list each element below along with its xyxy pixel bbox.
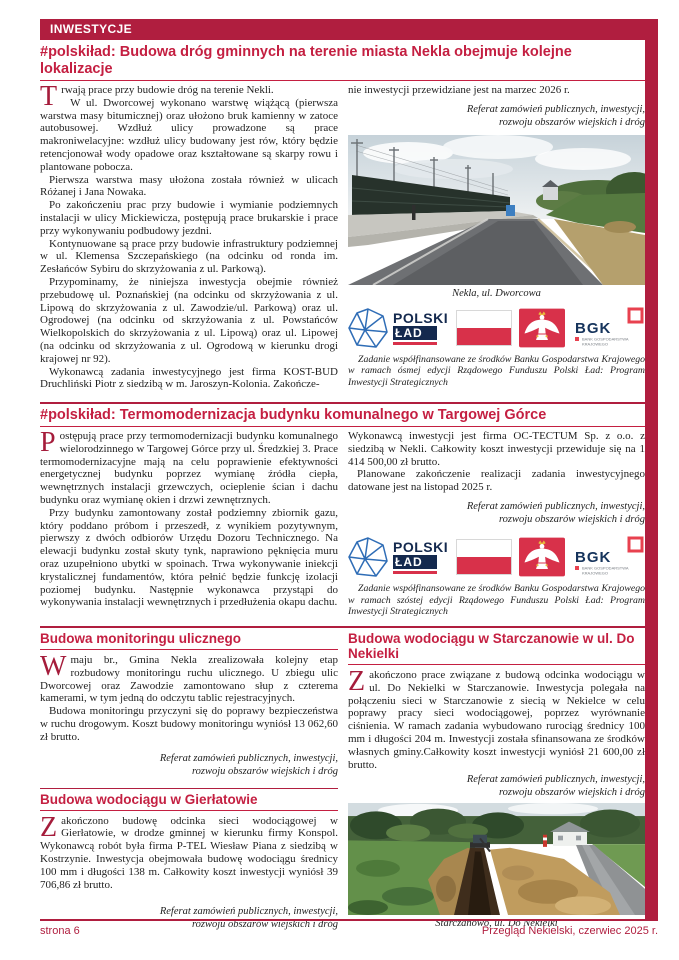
article-roads	[40, 84, 645, 400]
bgk-label: BGK	[575, 548, 612, 566]
right-frame-bar	[645, 19, 658, 921]
drop-cap: Z	[40, 811, 58, 843]
paragraph-list	[348, 666, 645, 771]
bgk-label: BGK	[575, 319, 612, 337]
paragraph: rozwoju obszarów wiejskich i dróg	[498, 513, 645, 525]
lad-flag-stripe	[393, 571, 437, 574]
page-number: strona 6	[40, 925, 80, 937]
section-banner: INWESTYCJE	[40, 19, 658, 40]
paragraph: rozwoju obszarów wiejskich i dróg	[191, 765, 338, 777]
paragraph: Wykonawcą zadania inwestycyjnego jest firma KOST-BUD Druchliński Piotr z siedzibą w m. Jaroszyn-Kolonia. Zakończe-	[40, 365, 338, 391]
paragraph: rozwoju obszarów wiejskich i dróg	[191, 919, 338, 931]
paragraph: ostępują prace przy termomodernizacji budynku komunalnego wielorodzinnego w Targowej Górce przy ul. Średzkiej 3. Prace termomodernizacyjne mają na celu poprawienie efektywności energetycznej budynku poprzez wymianę źródła ciepła, wewnętrznych instalacji grzewczych, ocieplenie ścian i dachu budynku oraz wymianę okien i drzwi zewnętrznych.	[40, 430, 338, 506]
bottom-left-column	[40, 631, 338, 931]
polski-lad-wordmark	[393, 311, 448, 345]
paragraph: Po zakończeniu prac przy budowie i wymianie podziemnych instalacji w ulicy Mickiewicza, postępują prace brukarskie i prace przy wykonywaniu podbudowy jezdni.	[40, 199, 338, 237]
publication-name: Przegląd Nekielski, czerwiec 2025 r.	[481, 925, 658, 937]
paragraph: Planowane zakończenie realizacji zadania inwestycyjnego datowane jest na listopad 2025 r.	[348, 468, 645, 494]
paragraph: Referat zamówień publicznych, inwestycji,	[159, 752, 338, 764]
paragraph: akończono budowę odcinka sieci wodociągowej w Gierłatowie, w drodze gminnej w kierunku firmy Konspol. Wykonawcą robót była firma P-TEL Wiesław Piana z siedzibą w Kostrzynie. Inwestycja obejmowała budowę wodociągu średnicy 100 mm i długości 138 m. Całkowity koszt inwestycji wyniósł 39 706,86 zł brutto.	[40, 814, 338, 891]
drop-cap: Z	[348, 666, 366, 697]
paragraph: Budowa monitoringu przyczyni się do poprawy bezpieczeństwa w ruchu drogowym. Koszt budowy monitoringu wyniósł 13 062,60 zł brutto.	[40, 705, 338, 743]
section-divider	[40, 626, 645, 628]
article-thermo-right-column	[348, 430, 645, 624]
lad-flag-stripe	[393, 342, 437, 345]
polski-label: POLSKI	[393, 309, 449, 326]
polski-lad-star-icon	[348, 537, 388, 577]
byline-credit	[348, 773, 645, 799]
drop-cap: T	[40, 84, 58, 112]
photo-starczanowo-trench	[348, 803, 645, 915]
paragraph: maju br., Gmina Nekla zrealizowała kolejny etap rozbudowy monitoringu ruchu ulicznego. U zbiegu ulic Dworcowej oraz Zawodzie zamontowano słup z czterema kamerami, w tym jedną do odczytu tablic rejestracyjnych.	[40, 654, 338, 705]
lad-label: ŁAD	[393, 326, 437, 340]
bgk-logo	[573, 307, 645, 349]
paragraph: Referat zamówień publicznych, inwestycji,	[466, 774, 645, 786]
funding-note: Zadanie współfinansowane ze środków Banku Gospodarstwa Krajowego w ramach ósmej edycji Rządowego Funduszu Polski Ład: Program Inwestycji Strategicznych	[348, 353, 645, 388]
polski-lad-star-icon	[348, 308, 388, 348]
paragraph: rozwoju obszarów wiejskich i dróg	[498, 116, 645, 128]
lad-label: ŁAD	[393, 555, 437, 569]
article-thermo-right-text	[348, 430, 645, 494]
paragraph: Referat zamówień publicznych, inwestycji,	[159, 906, 338, 918]
paragraph: rozwoju obszarów wiejskich i dróg	[498, 787, 645, 799]
drop-cap: W	[40, 651, 67, 682]
poland-flag-icon	[456, 539, 512, 575]
article-thermo-title: #polskiład: Termomodernizacja budynku komunalnego w Targowej Górce	[40, 407, 645, 427]
bgk-subtext-2: KRAJOWEGO	[582, 341, 609, 347]
article-monitoring-body	[40, 651, 338, 744]
polski-lad-wordmark	[393, 540, 448, 574]
polski-label: POLSKI	[393, 538, 449, 555]
article-roads-right-column	[348, 84, 645, 400]
article-monitoring-title: Budowa monitoringu ulicznego	[40, 631, 338, 650]
paragraph: Przypominamy, że niniejsza inwestycja obejmie również przebudowę ul. Poznańskiej (na odcinku od skrzyżowania z ul. Lipową do skrzyżowania z ul. Zawodzie/ul. Parkową) oraz ul. Ogrodowej (na odcinku od skrzyżowania z ul. Powstańców Wielkopolskich do skrzyżowania z ul. Lipową) oraz ul. Lipowej (na odcinku od skrzyżowania z ul. Ogrodową w kierunku drogi krajowej nr 92).	[40, 275, 338, 365]
bgk-subtext-1: BANK GOSPODARSTWA	[582, 336, 629, 342]
bgk-subtext-2: KRAJOWEGO	[582, 570, 609, 576]
polski-lad-logo	[348, 537, 448, 577]
poland-eagle-emblem-icon	[519, 537, 565, 577]
drop-cap: P	[40, 430, 56, 458]
poland-flag-icon	[456, 310, 512, 346]
byline-credit	[348, 103, 645, 129]
bgk-subtext-1: BANK GOSPODARSTWA	[582, 565, 629, 571]
paragraph: W ul. Dworcowej wykonano warstwę wiążącą (pierwsza warstwa masy bitumicznej) oraz ułożono bruk kamienny w zatoce autobusowej. Wzdłuż ulicy prowadzone są prace makroniwelacyjne: wzdłuż ulicy budowany jest rów, który będzie retencjonował wody opadowe oraz kształtowane są skarpy rowu i plantowane pobocza.	[40, 96, 338, 173]
paragraph: nie inwestycji przewidziane jest na marzec 2026 r.	[348, 84, 570, 96]
photo-caption: Nekla, ul. Dworcowa	[452, 287, 541, 299]
bgk-logo	[573, 536, 645, 578]
paragraph: Przy budynku zamontowany został podziemny zbiornik gazu, który poddano próbom i przeszedł, z wynikiem pozytywnym, pierwszy z dwóch odbiorów Urzędu Dozoru Technicznego. Na elewacji budynku został skuty tynk, naprawiono pęknięcia muru oraz uzupełniono ubytki w spoinach. Trwa wykonywanie iniekcji krystalicznej fundamentów, która pełnić będzie funkcję izolacji poziomej budynku. Następnie wykonawca przystąpi do wykonywania instalacji wewnętrznych i przedłużenia okapu dachu.	[40, 506, 338, 609]
paragraph-list	[40, 84, 338, 391]
paragraph: rwają prace przy budowie dróg na terenie Nekli.	[61, 84, 274, 96]
paragraph-list	[40, 651, 338, 744]
paragraph: Referat zamówień publicznych, inwestycji,	[466, 500, 645, 512]
photo-nekla-dworcowa	[348, 135, 645, 285]
article-thermo-body	[40, 430, 338, 624]
page-footer	[40, 919, 658, 937]
paragraph-list	[40, 430, 338, 609]
paragraph: Referat zamówień publicznych, inwestycji,	[466, 103, 645, 115]
byline-credit	[348, 500, 645, 526]
paragraph: akończono prace związane z budową odcinka wodociągu w ul. Do Nekielki w Starczanowie. Inwestycja polegała na połączeniu sieci w Starczanowie z siecią w Nekielce w celu poprawy pracy sieci wodociągowej, poprzez wyrównanie ciśnienia. W ramach zadania wybudowano rurociąg średnicy 100 mm i długości 204 m. Inwestycji została sfinansowana ze środków własnych gminy.Całkowity koszt inwestycji wyniósł 21 600,00 zł brutto.	[348, 669, 645, 771]
article-gierlatowo-title: Budowa wodociągu w Gierłatowie	[40, 792, 338, 811]
photo-caption: Starczanowo, ul. Do Nekielki	[435, 918, 558, 930]
article-gierlatowo-body	[40, 811, 338, 892]
article-roads-continuation	[348, 84, 645, 97]
byline-credit	[40, 752, 338, 778]
paragraph: Pierwsza warstwa masy ułożona została również w ulicach Różanej i Jana Nowaka.	[40, 173, 338, 199]
article-roads-body	[40, 84, 338, 400]
paragraph-list	[40, 811, 338, 892]
funding-logos-strip	[348, 534, 645, 580]
paragraph: Wykonawcą inwestycji jest firma OC-TECTUM Sp. z o.o. z siedzibą w Nekli. Całkowity koszt inwestycji przewiduje się na 1 414 500,00 zł brutto.	[348, 430, 645, 468]
article-starczanowo-title: Budowa wodociągu w Starczanowie w ul. Do Nekielki	[348, 631, 645, 665]
funding-note: Zadanie współfinansowane ze środków Banku Gospodarstwa Krajowego w ramach szóstej edycji Rządowego Funduszu Polski Ład: Program Inwestycji Strategicznych	[348, 582, 645, 618]
funding-logos-strip	[348, 305, 645, 351]
article-roads-title: #polskiład: Budowa dróg gminnych na terenie miasta Nekla obejmuje kolejne lokalizacje	[40, 44, 645, 81]
paragraph: Kontynuowane są prace przy budowie infrastruktury podziemnej w ul. Klemensa Szczepańskiego (na odcinku od ronda im. Zesłańców Sybiru do skrzyżowania z ul. Parkową).	[40, 237, 338, 276]
article-thermo	[40, 430, 645, 624]
polski-lad-logo	[348, 308, 448, 348]
section-divider	[40, 402, 645, 404]
page-content	[40, 44, 645, 931]
bottom-section	[40, 631, 645, 931]
bottom-right-column	[348, 631, 645, 931]
article-starczanowo-body	[348, 666, 645, 771]
article-divider	[40, 788, 338, 789]
poland-eagle-emblem-icon	[519, 308, 565, 348]
